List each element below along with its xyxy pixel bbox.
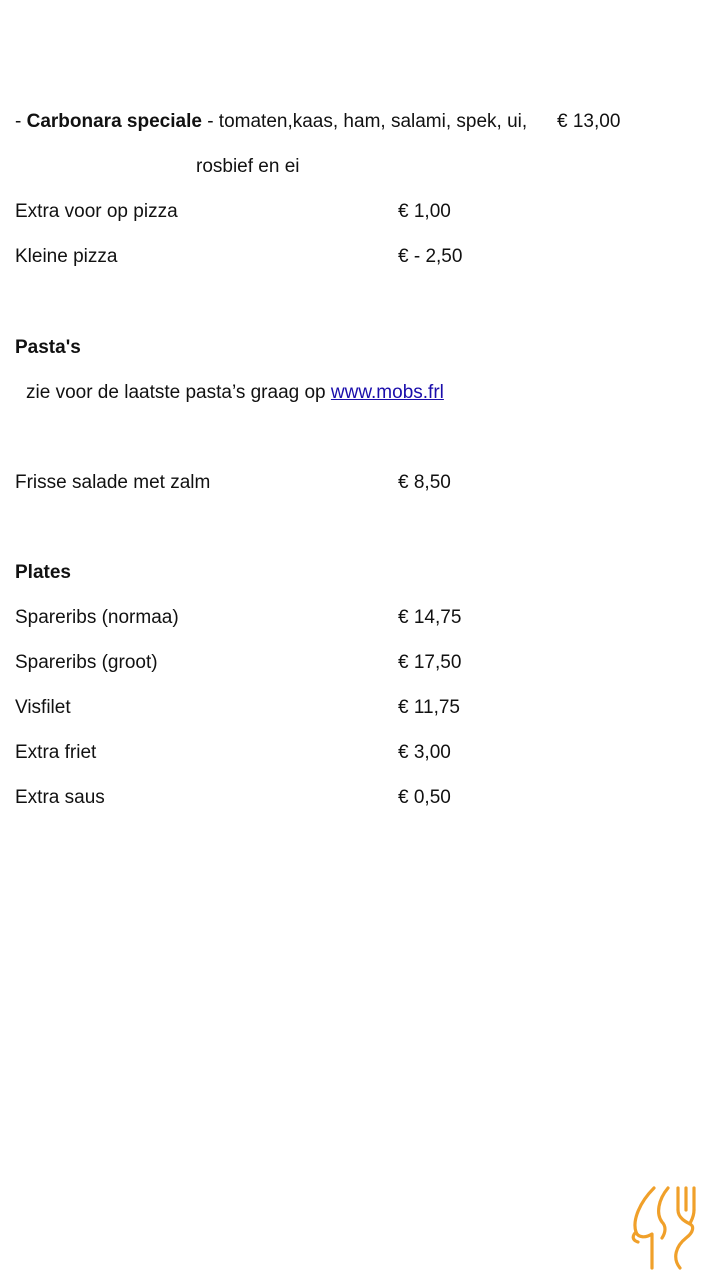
carbonara-description: - tomaten,kaas, ham, salami, spek, ui, <box>201 111 528 132</box>
plate-item-label: Spareribs (normaa) <box>15 607 179 628</box>
pasta-heading: Pasta's <box>15 337 81 358</box>
plates-heading: Plates <box>15 562 71 583</box>
plate-item-price: € 14,75 <box>398 607 462 628</box>
pasta-note <box>26 381 444 405</box>
plate-item-price: € 0,50 <box>398 787 451 808</box>
plate-item-label: Visfilet <box>15 697 71 718</box>
plate-item-price: € 17,50 <box>398 652 462 673</box>
pasta-note-text: zie voor de laatste pasta’s graag op <box>26 382 331 403</box>
plate-item-label: Spareribs (groot) <box>15 652 158 673</box>
plate-item-label: Extra saus <box>15 787 105 808</box>
small-pizza-label: Kleine pizza <box>15 246 118 267</box>
plate-item-price: € 11,75 <box>398 697 460 718</box>
carbonara-price: € 13,00 <box>557 111 621 132</box>
plate-item-label: Extra friet <box>15 742 97 763</box>
salad-price: € 8,50 <box>398 472 451 493</box>
carbonara-line <box>15 110 527 134</box>
salad-label: Frisse salade met zalm <box>15 472 211 493</box>
extra-topping-label: Extra voor op pizza <box>15 201 178 222</box>
website-link[interactable]: www.mobs.frl <box>330 382 444 403</box>
carbonara-prefix: - <box>15 111 27 132</box>
fork-logo-icon <box>628 1184 704 1270</box>
carbonara-name: Carbonara speciale <box>26 111 202 132</box>
small-pizza-price: € - 2,50 <box>398 246 463 267</box>
plate-item-price: € 3,00 <box>398 742 451 763</box>
carbonara-description-continued: rosbief en ei <box>196 156 300 177</box>
extra-topping-price: € 1,00 <box>398 201 451 222</box>
